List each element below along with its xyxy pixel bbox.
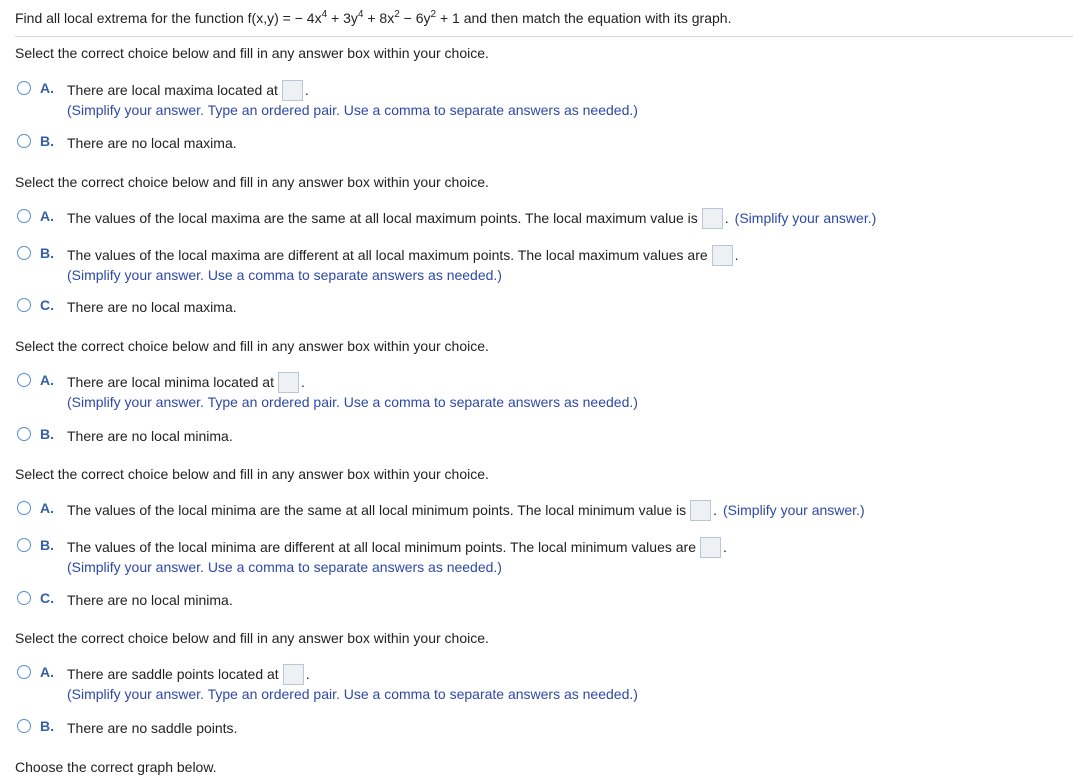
period: . [734, 247, 739, 263]
answer-box[interactable] [278, 372, 299, 393]
choice-letter: B. [40, 245, 54, 261]
term-4: − 6y [399, 10, 431, 26]
choice-text: There are local minima located at [67, 374, 274, 390]
s5-choice-b[interactable] [17, 718, 237, 738]
answer-hint: (Simplify your answer.) [734, 210, 877, 226]
choice-text: There are saddle points located at [67, 666, 279, 682]
radio-button[interactable] [17, 298, 31, 312]
choice-text: There are no local maxima. [67, 299, 237, 315]
answer-hint: (Simplify your answer.) [723, 502, 865, 518]
question-text [15, 10, 1055, 26]
answer-hint: (Simplify your answer. Type an ordered pair. Use a comma to separate answers as needed.) [67, 686, 638, 702]
choice-text: The values of the local maxima are the same at all local maximum points. The local maximum value is [67, 210, 698, 226]
answer-hint: (Simplify your answer. Type an ordered pair. Use a comma to separate answers as needed.) [67, 102, 638, 118]
question-suffix: + 1 and then match the equation with its graph. [436, 10, 732, 26]
radio-button[interactable] [17, 134, 31, 148]
radio-button[interactable] [17, 209, 31, 223]
s1-choice-a[interactable] [17, 80, 638, 118]
s2-choice-b[interactable] [17, 245, 739, 283]
s1-choice-b[interactable] [17, 133, 237, 153]
section-2-prompt: Select the correct choice below and fill in any answer box within your choice. [15, 174, 489, 190]
choice-text: There are no local minima. [67, 428, 233, 444]
s5-choice-a[interactable] [17, 664, 638, 702]
section-5-prompt: Select the correct choice below and fill in any answer box within your choice. [15, 630, 489, 646]
answer-hint: (Simplify your answer. Use a comma to separate answers as needed.) [67, 559, 502, 575]
period: . [722, 539, 727, 555]
answer-box[interactable] [702, 208, 723, 229]
radio-button[interactable] [17, 591, 31, 605]
radio-button[interactable] [17, 246, 31, 260]
choice-text: There are no local minima. [67, 592, 233, 608]
choice-text: The values of the local minima are the same at all local minimum points. The local minimum value is [67, 502, 687, 518]
period: . [713, 502, 718, 518]
s4-choice-c[interactable] [17, 590, 233, 610]
choice-letter: A. [40, 500, 54, 516]
choice-letter: B. [40, 718, 54, 734]
answer-box[interactable] [283, 664, 304, 685]
radio-button[interactable] [17, 538, 31, 552]
choice-text: There are no saddle points. [67, 720, 238, 736]
choice-letter: B. [40, 537, 54, 553]
period: . [304, 82, 309, 98]
choice-letter: A. [40, 80, 54, 96]
question-prefix: Find all local extrema for the function f(x,y) = [15, 10, 295, 26]
radio-button[interactable] [17, 427, 31, 441]
choice-letter: A. [40, 208, 54, 224]
term-2: + 3y [327, 10, 358, 26]
exponent-4: 2 [430, 9, 437, 20]
graph-prompt: Choose the correct graph below. [15, 759, 217, 775]
s2-choice-a[interactable] [17, 208, 876, 228]
answer-box[interactable] [712, 245, 733, 266]
exponent-3: 2 [394, 9, 400, 20]
radio-button[interactable] [17, 665, 31, 679]
radio-button[interactable] [17, 373, 31, 387]
radio-button[interactable] [17, 501, 31, 515]
choice-text: The values of the local minima are different at all local minimum points. The local minimum values are [67, 539, 696, 555]
radio-button[interactable] [17, 719, 31, 733]
section-4-prompt: Select the correct choice below and fill in any answer box within your choice. [15, 466, 489, 482]
section-3-prompt: Select the correct choice below and fill in any answer box within your choice. [15, 338, 489, 354]
choice-letter: C. [40, 297, 54, 313]
period: . [301, 374, 305, 390]
exponent-2: 4 [357, 9, 364, 20]
answer-hint: (Simplify your answer. Use a comma to separate answers as needed.) [67, 267, 502, 283]
choice-letter: A. [40, 372, 54, 388]
choice-text: The values of the local maxima are different at all local maximum points. The local maximum values are [67, 247, 708, 263]
s3-choice-a[interactable] [17, 372, 638, 410]
period: . [724, 210, 729, 226]
period: . [305, 666, 310, 682]
answer-box[interactable] [690, 500, 711, 521]
section-1-prompt: Select the correct choice below and fill in any answer box within your choice. [15, 45, 489, 61]
choice-text: There are no local maxima. [67, 135, 237, 151]
choice-text: There are local maxima located at [67, 82, 278, 98]
s4-choice-b[interactable] [17, 537, 727, 575]
divider [15, 36, 1073, 37]
exponent-1: 4 [321, 9, 328, 20]
choice-letter: C. [40, 590, 54, 606]
choice-letter: B. [40, 426, 54, 442]
choice-letter: A. [40, 664, 54, 680]
s3-choice-b[interactable] [17, 426, 233, 446]
choice-letter: B. [40, 133, 54, 149]
radio-button[interactable] [17, 81, 31, 95]
s4-choice-a[interactable] [17, 500, 865, 520]
answer-box[interactable] [282, 80, 303, 101]
answer-hint: (Simplify your answer. Type an ordered pair. Use a comma to separate answers as needed.) [67, 394, 638, 410]
answer-box[interactable] [700, 537, 721, 558]
term-1: − 4x [294, 10, 322, 26]
s2-choice-c[interactable] [17, 297, 237, 317]
term-3: + 8x [363, 10, 395, 26]
